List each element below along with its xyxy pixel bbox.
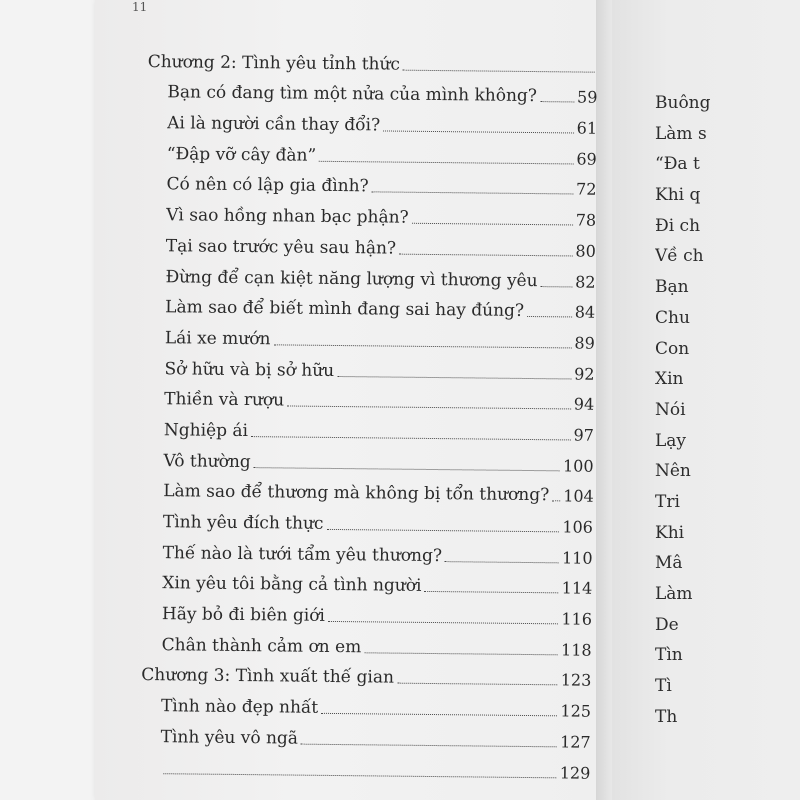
toc-entry bbox=[143, 470, 593, 505]
dot-leader bbox=[445, 561, 559, 563]
toc-page-number: 116 bbox=[561, 609, 593, 629]
toc-title: Làm sao để thương mà không bị tổn thương? bbox=[163, 481, 550, 506]
toc-page-number: 110 bbox=[561, 548, 593, 568]
toc-entry bbox=[142, 623, 592, 658]
toc-entry bbox=[147, 71, 597, 106]
toc-page-number: 59 bbox=[576, 87, 598, 108]
toc-page-number: 125 bbox=[560, 701, 592, 721]
toc-title: “Đập vỡ cây đàn” bbox=[166, 143, 317, 166]
dot-leader bbox=[541, 286, 573, 287]
toc-entry bbox=[144, 439, 594, 474]
right-page-line: Xin bbox=[655, 369, 684, 390]
toc-entry bbox=[146, 193, 596, 228]
right-page-line: “Đa t bbox=[655, 154, 700, 175]
toc-entry bbox=[146, 163, 596, 198]
toc-title: Ai là người cần thay đổi? bbox=[167, 113, 381, 136]
toc-entry bbox=[142, 592, 592, 627]
dot-leader bbox=[540, 101, 574, 102]
toc-entry bbox=[144, 408, 594, 443]
dot-leader bbox=[412, 223, 573, 226]
right-page-line: Đi ch bbox=[655, 215, 701, 236]
right-page-line: Chu bbox=[655, 307, 690, 328]
dot-leader bbox=[364, 652, 558, 655]
toc-title: Tình yêu vô ngã bbox=[160, 726, 299, 749]
toc-title: Đừng để cạn kiệt năng lượng vì thương yêu bbox=[165, 266, 538, 291]
toc-page-number: 82 bbox=[575, 271, 596, 292]
toc-title: Bạn có đang tìm một nửa của mình không? bbox=[167, 82, 538, 107]
toc-title: Lái xe mướn bbox=[164, 328, 271, 350]
toc-title: Chương 3: Tình xuất thế gian bbox=[141, 665, 395, 689]
dot-leader bbox=[399, 253, 572, 256]
right-page-line: Làm s bbox=[655, 123, 707, 144]
toc-title: Tại sao trước yêu sau hận? bbox=[165, 236, 397, 259]
toc-chapter bbox=[141, 654, 591, 689]
right-page-line: Khi q bbox=[655, 185, 701, 206]
right-page-line: Khi bbox=[655, 522, 685, 543]
dot-leader bbox=[301, 743, 557, 747]
toc-entry bbox=[147, 132, 597, 167]
dot-leader bbox=[328, 621, 559, 624]
toc-entry bbox=[147, 101, 597, 136]
right-page-line: Th bbox=[655, 706, 678, 727]
toc-page-number: 129 bbox=[559, 762, 591, 783]
toc-entry-trailing bbox=[140, 746, 590, 781]
toc-title: Tình nào đẹp nhất bbox=[160, 696, 319, 718]
right-page-line: Tì bbox=[655, 676, 672, 697]
toc-entry bbox=[145, 285, 595, 320]
toc-entry bbox=[143, 531, 593, 566]
dot-leader bbox=[337, 376, 571, 379]
toc-title: Vô thường bbox=[163, 450, 251, 472]
toc-page-number: 61 bbox=[576, 118, 598, 138]
dot-leader bbox=[319, 161, 573, 165]
table-of-contents bbox=[140, 40, 598, 781]
right-page-line: Tìn bbox=[655, 645, 683, 666]
toc-title: Chân thành cảm ơn em bbox=[161, 634, 362, 658]
right-page-line: Buông bbox=[655, 93, 711, 113]
right-page-line: Bạn bbox=[655, 277, 689, 298]
toc-entry bbox=[141, 715, 591, 750]
toc-page-number: 100 bbox=[562, 455, 594, 476]
toc-entry bbox=[142, 562, 592, 597]
dot-leader bbox=[287, 406, 571, 410]
toc-title: Hãy bỏ đi biên giới bbox=[161, 604, 326, 626]
toc-title: Làm sao để biết mình đang sai hay đúng? bbox=[165, 297, 525, 322]
toc-page-number: 84 bbox=[574, 302, 596, 322]
right-page-line: Làm bbox=[655, 584, 693, 604]
right-page-line: Về ch bbox=[655, 246, 704, 267]
toc-page-number: 78 bbox=[575, 210, 597, 230]
right-page-line: Tri bbox=[655, 491, 680, 512]
toc-title: Có nên có lập gia đình? bbox=[166, 174, 369, 197]
corner-mark: 11 bbox=[132, 0, 148, 14]
right-page-line: Con bbox=[655, 338, 690, 359]
toc-title: Thiền và rượu bbox=[164, 389, 285, 411]
right-page-line: Nói bbox=[655, 399, 686, 420]
toc-page-number: 114 bbox=[561, 578, 593, 599]
toc-page-number: 92 bbox=[574, 364, 595, 384]
toc-chapter bbox=[148, 40, 598, 75]
dot-leader bbox=[424, 591, 558, 593]
right-page-text bbox=[655, 88, 800, 732]
toc-page-number: 80 bbox=[575, 241, 596, 261]
dot-leader bbox=[326, 529, 559, 532]
right-page-line: Mâ bbox=[655, 553, 683, 574]
toc-entry bbox=[143, 500, 593, 535]
toc-page-number: 106 bbox=[562, 517, 594, 537]
toc-title: Xin yêu tôi bằng cả tình người bbox=[162, 573, 422, 597]
toc-title: Tình yêu đích thực bbox=[162, 512, 324, 534]
toc-page-number: 69 bbox=[576, 149, 597, 169]
toc-page-number: 97 bbox=[573, 425, 594, 445]
dot-leader bbox=[372, 192, 573, 195]
toc-page-number: 104 bbox=[563, 486, 594, 507]
dot-leader bbox=[403, 69, 595, 72]
dot-leader bbox=[163, 773, 556, 778]
toc-page-number: 123 bbox=[560, 670, 592, 691]
dot-leader bbox=[383, 131, 574, 134]
dot-leader bbox=[527, 316, 572, 317]
toc-title: Thế nào là tưới tẩm yêu thương? bbox=[162, 542, 443, 566]
toc-page-number: 94 bbox=[573, 394, 595, 414]
toc-title: Sở hữu và bị sở hữu bbox=[164, 358, 335, 381]
toc-entry bbox=[145, 255, 595, 290]
toc-page-number: 127 bbox=[560, 732, 591, 752]
toc-title: Vì sao hồng nhan bạc phận? bbox=[166, 205, 409, 228]
right-page-line: De bbox=[655, 614, 679, 635]
toc-title: Chương 2: Tình yêu tỉnh thức bbox=[147, 51, 401, 75]
toc-page-number: 118 bbox=[560, 640, 592, 660]
toc-entry bbox=[144, 347, 594, 382]
toc-page-number: 89 bbox=[574, 333, 595, 353]
right-page-line: Nên bbox=[655, 461, 691, 482]
toc-entry bbox=[146, 224, 596, 259]
dot-leader bbox=[397, 683, 558, 686]
toc-entry bbox=[145, 316, 595, 351]
dot-leader bbox=[321, 713, 557, 716]
right-page-line: Lạy bbox=[655, 430, 687, 451]
toc-entry bbox=[144, 378, 594, 413]
toc-entry bbox=[141, 684, 591, 719]
toc-title: Nghiệp ái bbox=[163, 420, 249, 442]
toc-page-number: 72 bbox=[575, 179, 597, 200]
dot-leader bbox=[552, 501, 560, 502]
